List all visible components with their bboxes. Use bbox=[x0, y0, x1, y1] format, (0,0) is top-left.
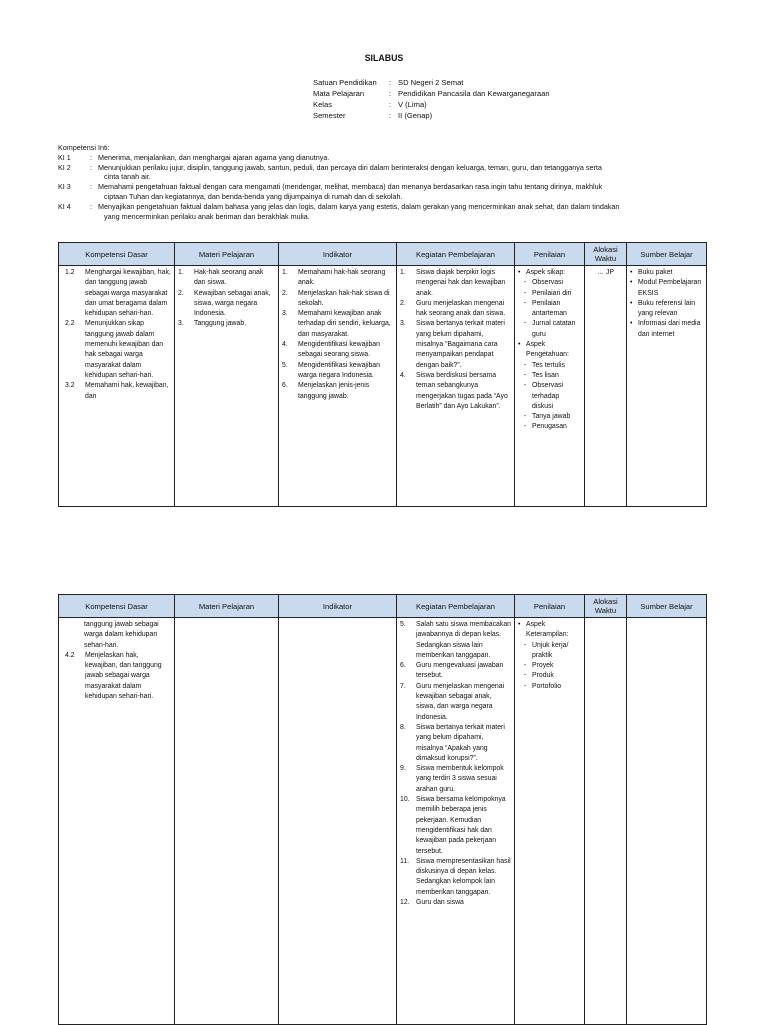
penilaian-subitem bbox=[524, 361, 581, 371]
indikator-item bbox=[282, 289, 393, 310]
sumber-text: Informasi dari media dan internet bbox=[638, 320, 701, 338]
item-text: Kewajiban sebagai anak, siswa, warga negara Indonesia. bbox=[194, 289, 271, 318]
dash-icon: - bbox=[524, 299, 527, 307]
penilaian-sublist bbox=[518, 641, 581, 692]
item-number: 2. bbox=[400, 299, 406, 307]
bullet-icon: • bbox=[630, 269, 633, 276]
ki-text bbox=[98, 163, 706, 183]
ki-text-line: yang mencerminkan perilaku anak beriman dan berakhlak mulia. bbox=[104, 211, 310, 221]
cell-sumber-belajar bbox=[627, 618, 707, 1025]
identity-value: V (Lima) bbox=[398, 100, 427, 109]
bullet-icon: • bbox=[518, 621, 521, 628]
penilaian-subitem bbox=[524, 278, 581, 288]
alokasi-value: … JP bbox=[597, 269, 614, 276]
cell-alokasi-waktu bbox=[585, 266, 627, 507]
ki-text bbox=[98, 202, 706, 222]
sumber-text: Buku paket bbox=[638, 269, 673, 276]
penilaian-subitem-text: Penilaian diri bbox=[532, 289, 572, 297]
header-sumber-belajar: Sumber Belajar bbox=[627, 243, 707, 266]
item-text: Menghargai kewajiban, hak, dan tanggung jawab sebagai warga masyarakat dan umat beragama dalam kehidupan sehari-hari. bbox=[85, 269, 171, 318]
kegiatan-item bbox=[400, 299, 511, 320]
penilaian-subitem bbox=[524, 299, 581, 320]
header-kompetensi-dasar: Kompetensi Dasar bbox=[59, 243, 175, 266]
penilaian-subitem bbox=[524, 422, 581, 432]
identity-block bbox=[313, 77, 550, 121]
ki-code: KI 3 bbox=[58, 182, 71, 192]
item-number: 9. bbox=[400, 765, 406, 773]
header-alokasi-waktu: Alokasi Waktu bbox=[585, 243, 627, 266]
item-number: 1. bbox=[282, 269, 288, 276]
cell-alokasi-waktu bbox=[585, 618, 627, 1025]
header-penilaian: Penilaian bbox=[515, 243, 585, 266]
table-header-row bbox=[59, 243, 707, 266]
penilaian-subitem-text: Tes lisan bbox=[532, 371, 559, 379]
kd-item bbox=[65, 381, 171, 402]
header-kegiatan-pembelajaran: Kegiatan Pembelajaran bbox=[397, 243, 515, 266]
penilaian-subitem-text: Observasi terhadap diskusi bbox=[532, 382, 564, 410]
kegiatan-item bbox=[400, 723, 511, 764]
dash-icon: - bbox=[524, 682, 527, 690]
cell-indikator bbox=[279, 618, 397, 1025]
penilaian-subitem-text: Portofolio bbox=[532, 682, 562, 690]
item-number: 2. bbox=[178, 289, 184, 297]
kegiatan-item bbox=[400, 661, 511, 682]
kompetensi-inti-heading: Kompetensi Inti: bbox=[58, 143, 110, 152]
penilaian-aspect-label: Aspek Keterampilan: bbox=[526, 621, 569, 639]
penilaian-subitem bbox=[524, 682, 581, 692]
kegiatan-item bbox=[400, 857, 511, 898]
kegiatan-item bbox=[400, 795, 511, 857]
cell-penilaian bbox=[515, 266, 585, 507]
dash-icon: - bbox=[524, 371, 527, 379]
cell-indikator bbox=[279, 266, 397, 507]
dash-icon: - bbox=[524, 662, 527, 670]
sumber-text: Buku referensi lain yang relevan bbox=[638, 299, 696, 318]
dash-icon: - bbox=[524, 320, 527, 328]
penilaian-subitem-text: Penilaian antarteman bbox=[532, 299, 567, 318]
dash-icon: - bbox=[524, 279, 527, 287]
item-text: Memahami kewajiban anak terhadap diri sendiri, keluarga, dan masyarakat. bbox=[298, 310, 391, 338]
ki-text-line: Menunjukkan perilaku jujur, disiplin, tanggung jawab, santun, peduli, dan percaya diri dalam berinteraksi dengan keluarga, teman, guru, dan tetangganya serta bbox=[98, 162, 602, 172]
sumber-item bbox=[630, 268, 703, 278]
item-number: 5. bbox=[282, 361, 288, 369]
item-text: Hak-hak seorang anak dan siswa. bbox=[194, 269, 264, 287]
identity-label: Mata Pelajaran bbox=[313, 89, 365, 98]
identity-separator: : bbox=[389, 100, 392, 109]
item-number: 1. bbox=[178, 269, 184, 276]
penilaian-subitem bbox=[524, 641, 581, 662]
cell-sumber-belajar bbox=[627, 266, 707, 507]
ki-text-line: Memahami pengetahuan faktual dengan cara mengamati (mendengar, melihat, membaca) dan menanya berdasarkan rasa ingin tahu tentang dirinya, makhluk bbox=[98, 182, 603, 192]
item-number: 5. bbox=[400, 621, 406, 628]
kd-continued-text: tanggung jawab sebagai warga dalam kehidupan sehari-hari. bbox=[84, 621, 159, 649]
header-kompetensi-dasar: Kompetensi Dasar bbox=[59, 595, 175, 618]
identity-separator: : bbox=[389, 78, 392, 87]
kompetensi-inti-block bbox=[58, 143, 706, 221]
item-text: Siswa mempresentasikan hasil diskusinya di depan kelas. Sedangkan kelompok lain memberikan tanggapan. bbox=[416, 857, 511, 896]
penilaian-subitem-text: Tes tertulis bbox=[532, 361, 565, 369]
ki-separator: : bbox=[90, 201, 92, 211]
ki-code: KI 1 bbox=[58, 152, 71, 162]
penilaian-sublist bbox=[518, 361, 581, 433]
identity-separator: : bbox=[389, 89, 392, 98]
penilaian-subitem bbox=[524, 289, 581, 299]
ki-row bbox=[58, 202, 706, 222]
indikator-item bbox=[282, 381, 393, 402]
item-number: 4. bbox=[282, 341, 288, 349]
bullet-icon: • bbox=[630, 299, 633, 307]
kegiatan-item bbox=[400, 319, 511, 370]
syllabus-table-page-1 bbox=[58, 242, 707, 507]
syllabus-table-page-2 bbox=[58, 594, 707, 1025]
item-text: Guru menjelaskan mengenai kewajiban sebagai anak, siswa, dan warga negara Indonesia. bbox=[416, 682, 505, 721]
item-text: Guru menjelaskan mengenai hak seorang anak dan siswa. bbox=[416, 299, 506, 318]
item-number: 1. bbox=[400, 269, 406, 276]
indikator-item bbox=[282, 268, 393, 289]
sumber-item bbox=[630, 299, 703, 320]
materi-item bbox=[178, 319, 275, 329]
penilaian-subitem-text: Observasi bbox=[532, 279, 564, 287]
penilaian-aspect bbox=[518, 620, 581, 692]
cell-kegiatan-pembelajaran bbox=[397, 266, 515, 507]
materi-item bbox=[178, 289, 275, 320]
dash-icon: - bbox=[524, 413, 527, 421]
sumber-text: Modul Pembelajaran EKSIS bbox=[638, 279, 702, 297]
identity-row bbox=[313, 77, 550, 88]
penilaian-aspect bbox=[518, 340, 581, 433]
identity-separator: : bbox=[389, 111, 392, 120]
penilaian-subitem-text: Unjuk kerja/ praktik bbox=[532, 641, 569, 659]
table-row bbox=[59, 266, 707, 507]
item-text: Salah satu siswa membacakan jawabannya di depan kelas. Sedangkan siswa lain memberikan tanggapan. bbox=[416, 621, 511, 659]
header-sumber-belajar: Sumber Belajar bbox=[627, 595, 707, 618]
item-text: Siswa diajak berpikir logis mengenai hak dan kewajiban anak. bbox=[416, 269, 506, 297]
identity-row bbox=[313, 88, 550, 99]
bullet-icon: • bbox=[630, 320, 633, 328]
penilaian-aspect-label: Aspek sikap: bbox=[526, 269, 566, 276]
item-text: Siswa bersama kelompoknya memilih beberapa jenis pekerjaan. Kemudian mengidentifikasi hak dan kewajiban pada pekerjaan tersebut. bbox=[416, 796, 506, 855]
kd-item bbox=[65, 268, 171, 319]
kegiatan-item bbox=[400, 764, 511, 795]
dash-icon: - bbox=[524, 289, 527, 297]
ki-separator: : bbox=[90, 152, 92, 162]
kegiatan-item bbox=[400, 620, 511, 661]
identity-label: Satuan Pendidikan bbox=[313, 78, 377, 87]
kd-item bbox=[65, 651, 171, 702]
ki-row bbox=[58, 182, 706, 202]
identity-value: SD Negeri 2 Semat bbox=[398, 78, 464, 87]
ki-separator: : bbox=[90, 162, 92, 172]
dash-icon: - bbox=[524, 423, 527, 431]
cell-materi-pelajaran bbox=[175, 618, 279, 1025]
penilaian-subitem-text: Produk bbox=[532, 672, 554, 680]
indikator-item bbox=[282, 340, 393, 361]
table-row bbox=[59, 618, 707, 1025]
sumber-item bbox=[630, 319, 703, 340]
item-number: 3. bbox=[282, 310, 288, 318]
item-text: Tanggung jawab. bbox=[194, 320, 247, 328]
dash-icon: - bbox=[524, 672, 527, 680]
kegiatan-item bbox=[400, 371, 511, 412]
penilaian-subitem bbox=[524, 661, 581, 671]
identity-value: II (Genap) bbox=[398, 111, 433, 120]
penilaian-subitem bbox=[524, 412, 581, 422]
penilaian-aspect bbox=[518, 268, 581, 340]
ki-code: KI 2 bbox=[58, 162, 71, 172]
ki-separator: : bbox=[90, 182, 92, 192]
penilaian-subitem bbox=[524, 371, 581, 381]
header-kegiatan-pembelajaran: Kegiatan Pembelajaran bbox=[397, 595, 515, 618]
document-title: SILABUS bbox=[364, 53, 404, 63]
header-materi-pelajaran: Materi Pelajaran bbox=[175, 243, 279, 266]
item-text: Menjelaskan hak-hak siswa di sekolah. bbox=[298, 289, 390, 307]
kegiatan-item bbox=[400, 682, 511, 723]
item-text: Memahami hak, kewajiban, dan bbox=[85, 382, 169, 400]
header-penilaian: Penilaian bbox=[515, 595, 585, 618]
penilaian-sublist bbox=[518, 278, 581, 340]
item-number: 2. bbox=[282, 289, 288, 297]
kd-item bbox=[65, 319, 171, 381]
identity-row bbox=[313, 99, 550, 110]
item-number: 3.2 bbox=[65, 382, 75, 390]
penilaian-subitem-text: Jurnal catatan guru bbox=[532, 320, 576, 338]
item-text: Guru mengevaluasi jawaban tersebut. bbox=[416, 662, 504, 680]
item-text: Mengidentifikasi kewajiban warga negara Indonesia. bbox=[298, 361, 380, 379]
sumber-item bbox=[630, 278, 703, 299]
ki-text-line: cinta tanah air. bbox=[104, 172, 151, 182]
ki-text bbox=[98, 153, 706, 163]
identity-label: Kelas bbox=[313, 100, 332, 109]
item-number: 8. bbox=[400, 723, 406, 731]
bullet-icon: • bbox=[518, 341, 521, 349]
item-text: Guru dan siswa bbox=[416, 899, 464, 907]
item-text: Menjelaskan hak, kewajiban, dan tanggung jawab sebagai warga masyarakat dalam kehidupan sehari-hari. bbox=[85, 651, 162, 701]
item-number: 2.2 bbox=[65, 320, 75, 328]
item-number: 4. bbox=[400, 371, 406, 379]
penilaian-subitem-text: Tanya jawab bbox=[532, 413, 571, 421]
header-indikator: Indikator bbox=[279, 595, 397, 618]
bullet-icon: • bbox=[518, 269, 521, 276]
header-indikator: Indikator bbox=[279, 243, 397, 266]
cell-materi-pelajaran bbox=[175, 266, 279, 507]
item-text: Siswa bertanya terkait materi yang belum dipahami, misalnya “Apakah yang dimaksud korupsi?”. bbox=[416, 723, 505, 762]
cell-kegiatan-pembelajaran bbox=[397, 618, 515, 1025]
ki-row bbox=[58, 163, 706, 183]
penilaian-subitem bbox=[524, 381, 581, 412]
item-number: 11. bbox=[400, 857, 410, 865]
item-text: Menjelaskan jenis-jenis tanggung jawab. bbox=[298, 382, 370, 400]
kegiatan-item bbox=[400, 898, 511, 908]
item-text: Memahami hak-hak seorang anak. bbox=[298, 269, 386, 287]
dash-icon: - bbox=[524, 382, 527, 390]
bullet-icon: • bbox=[630, 279, 633, 287]
penilaian-aspect-head bbox=[518, 620, 581, 641]
dash-icon: - bbox=[524, 361, 527, 369]
identity-value: Pendidikan Pancasila dan Kewarganegaraan bbox=[398, 89, 550, 98]
ki-text-line: Menerima, menjalankan, dan menghargai ajaran agama yang dianutnya. bbox=[98, 152, 330, 162]
cell-penilaian bbox=[515, 618, 585, 1025]
ki-text-line: Menyajikan pengetahuan faktual dalam bahasa yang jelas dan logis, dalam karya yang estetis, dalam gerakan yang mencerminkan anak sehat, dan dalam tindakan bbox=[98, 201, 620, 211]
item-number: 6. bbox=[282, 382, 288, 390]
item-number: 12. bbox=[400, 899, 410, 907]
kegiatan-item bbox=[400, 268, 511, 299]
header-materi-pelajaran: Materi Pelajaran bbox=[175, 595, 279, 618]
item-number: 3. bbox=[400, 320, 406, 328]
penilaian-aspect-head bbox=[518, 268, 581, 278]
item-number: 7. bbox=[400, 682, 406, 690]
dash-icon: - bbox=[524, 641, 527, 649]
table-header-row bbox=[59, 595, 707, 618]
penilaian-subitem bbox=[524, 671, 581, 681]
cell-kompetensi-dasar bbox=[59, 618, 175, 1025]
ki-text-line: ciptaan Tuhan dan kegiatannya, dan benda-benda yang dijumpainya di rumah dan di sekolah. bbox=[104, 191, 403, 201]
item-text: Siswa bertanya terkait materi yang belum dipahami, misalnya “Bagaimana cara menyampaikan pendapat dengan baik?”. bbox=[416, 320, 505, 369]
item-number: 10. bbox=[400, 796, 410, 804]
item-text: Mengidentifikasi kewajiban sebagai seorang siswa. bbox=[298, 341, 380, 359]
penilaian-aspect-head bbox=[518, 340, 581, 361]
item-number: 1.2 bbox=[65, 269, 75, 276]
cell-kompetensi-dasar bbox=[59, 266, 175, 507]
indikator-item bbox=[282, 361, 393, 382]
item-text: Siswa membentuk kelompok yang terdiri 3 siswa sesuai arahan guru. bbox=[416, 765, 504, 793]
materi-item bbox=[178, 268, 275, 289]
ki-row bbox=[58, 153, 706, 163]
penilaian-aspect-label: Aspek Pengetahuan: bbox=[526, 341, 569, 359]
item-number: 3. bbox=[178, 320, 184, 328]
penilaian-subitem-text: Proyek bbox=[532, 662, 554, 670]
penilaian-subitem bbox=[524, 319, 581, 340]
ki-text bbox=[98, 182, 706, 202]
indikator-item bbox=[282, 309, 393, 340]
ki-code: KI 4 bbox=[58, 201, 71, 211]
identity-label: Semester bbox=[313, 111, 346, 120]
header-alokasi-waktu: Alokasi Waktu bbox=[585, 595, 627, 618]
identity-row bbox=[313, 110, 550, 121]
penilaian-subitem-text: Penugasan bbox=[532, 423, 567, 431]
item-number: 6. bbox=[400, 662, 406, 670]
item-number: 4.2 bbox=[65, 651, 75, 659]
item-text: Menunjukkan sikap tanggung jawab dalam memenuhi kewajiban dan hak sebagai warga masyarakat dalam kehidupan sehari-hari. bbox=[85, 320, 164, 379]
item-text: Siswa berdiskusi bersama teman sebangkunya mengerjakan tugas pada “Ayo Berlatih” dan Ayo Lakukan”. bbox=[416, 371, 508, 410]
